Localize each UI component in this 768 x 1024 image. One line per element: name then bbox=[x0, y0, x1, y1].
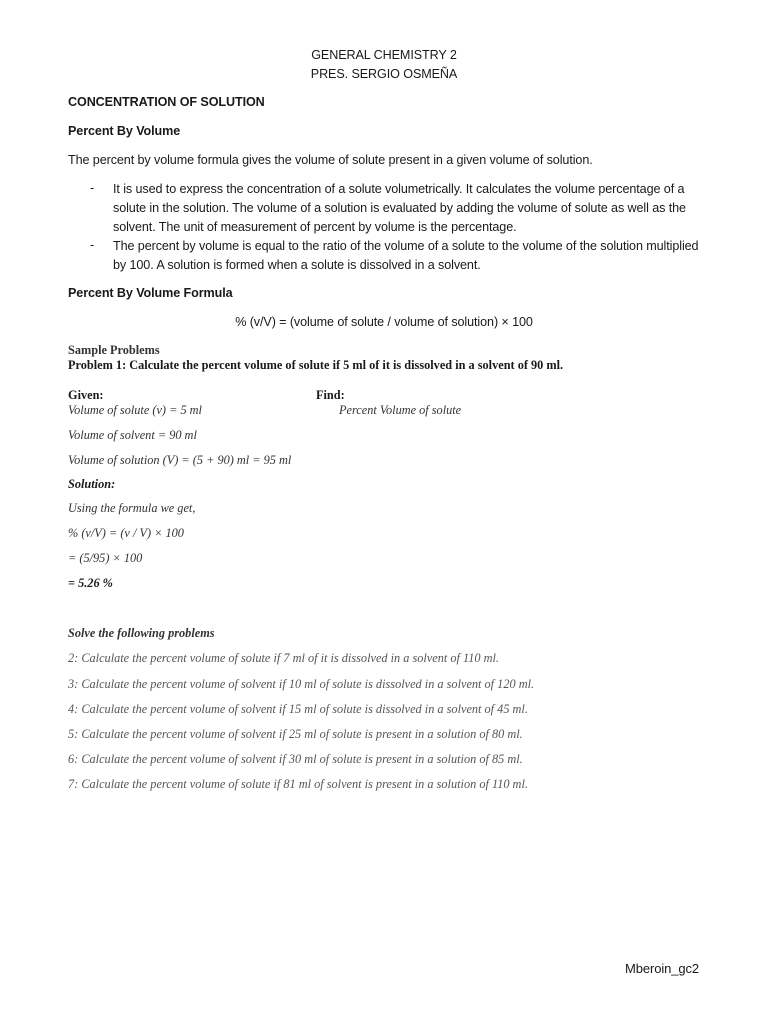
section-subtitle: Percent By Volume bbox=[68, 124, 181, 138]
sample-problems-title: Sample Problems bbox=[68, 343, 160, 357]
bullet-marker: - bbox=[90, 238, 95, 252]
exercise-item: 5: Calculate the percent volume of solvent if 25 ml of solute is present in a solution of 80 ml. bbox=[68, 727, 523, 741]
exercise-item: 3: Calculate the percent volume of solvent if 10 ml of solute is dissolved in a solvent of 120 ml. bbox=[68, 677, 535, 691]
footer-author: Mberoin_gc2 bbox=[625, 961, 700, 976]
problem-statement: Problem 1: Calculate the percent volume of solute if 5 ml of it is dissolved in a solvent of 90 ml. bbox=[68, 358, 564, 372]
solution-answer: = 5.26 % bbox=[68, 576, 113, 590]
exercise-item: 7: Calculate the percent volume of solute if 81 ml of solvent is present in a solution of 110 ml. bbox=[68, 777, 528, 791]
exercise-item: 2: Calculate the percent volume of solute if 7 ml of it is dissolved in a solvent of 110 ml. bbox=[68, 651, 500, 665]
school-name: PRES. SERGIO OSMEÑA bbox=[310, 67, 458, 81]
course-title: GENERAL CHEMISTRY 2 bbox=[311, 48, 457, 62]
formula: % (v/V) = (volume of solute / volume of solution) × 100 bbox=[235, 315, 533, 329]
bullet-item: It is used to express the concentration of a solute volumetrically. It calculates the volume percentage of a solute in the solution. The volume of a solution is evaluated by adding the volume of solute as well as the solvent. The unit of measurement of percent by volume is the percentage. bbox=[113, 182, 686, 234]
bullet-marker: - bbox=[90, 181, 95, 195]
intro-paragraph: The percent by volume formula gives the volume of solute present in a given volume of solution. bbox=[68, 153, 593, 167]
exercise-item: 4: Calculate the percent volume of solvent if 15 ml of solute is dissolved in a solvent of 45 ml. bbox=[68, 702, 528, 716]
given-label: Given: bbox=[68, 388, 104, 402]
solution-step: % (v/V) = (v / V) × 100 bbox=[68, 526, 184, 540]
formula-title: Percent By Volume Formula bbox=[68, 286, 233, 300]
exercises-title: Solve the following problems bbox=[68, 626, 215, 640]
find-label: Find: bbox=[316, 388, 345, 402]
find-value: Percent Volume of solute bbox=[339, 403, 462, 417]
given-item: Volume of solvent = 90 ml bbox=[68, 428, 197, 442]
bullet-item: The percent by volume is equal to the ratio of the volume of a solute to the volume of the solution multiplied by 100. A solution is formed when a solute is dissolved in a solvent. bbox=[113, 239, 699, 272]
given-item: Volume of solute (v) = 5 ml bbox=[68, 403, 202, 417]
given-item: Volume of solution (V) = (5 + 90) ml = 95 ml bbox=[68, 453, 292, 467]
section-title: CONCENTRATION OF SOLUTION bbox=[68, 95, 265, 109]
solution-step: Using the formula we get, bbox=[68, 501, 196, 515]
exercise-item: 6: Calculate the percent volume of solvent if 30 ml of solute is present in a solution of 85 ml. bbox=[68, 752, 523, 766]
solution-step: = (5/95) × 100 bbox=[68, 551, 143, 565]
solution-label: Solution: bbox=[68, 477, 116, 491]
